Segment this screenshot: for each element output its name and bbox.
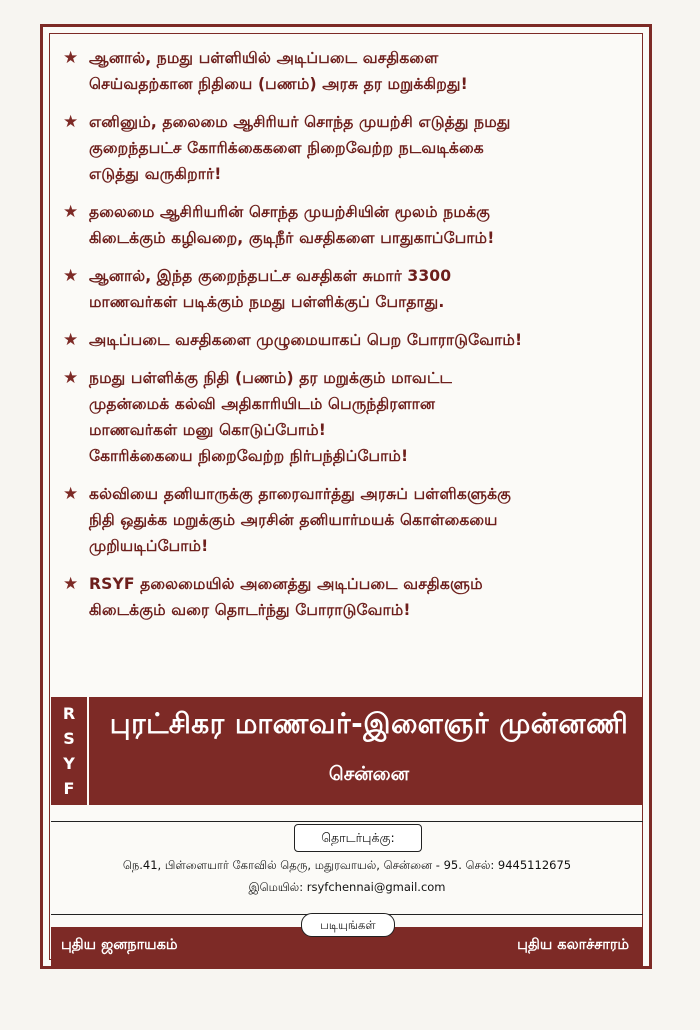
bullet-line: கிடைக்கும் கழிவறை, குடிநீர் வசதிகளை பாதுகாப்போம்! (89, 229, 495, 247)
bullet-text (89, 327, 522, 353)
bullet-text (89, 263, 451, 315)
bullet-text (89, 109, 511, 187)
star-icon: ★ (63, 48, 79, 68)
bullet-line: எடுத்து வருகிறார்! (89, 165, 222, 183)
bullet-list (63, 45, 638, 635)
bullet-line: கோரிக்கையை நிறைவேற்ற நிர்பந்திப்போம்! (89, 447, 409, 465)
bullet-item (63, 327, 638, 353)
side-letter: S (63, 728, 75, 748)
org-banner (51, 697, 643, 805)
bullet-item (63, 109, 638, 187)
contact-section (51, 821, 643, 915)
bullet-item (63, 45, 638, 97)
contact-address: நெ.41, பிள்ளையார் கோவில் தெரு, மதுரவாயல், சென்னை - 95. செல்: 9445112675 (122, 858, 572, 872)
footer-publication-right: புதிய கலாச்சாரம் (517, 937, 629, 953)
organization-city: சென்னை (328, 763, 410, 785)
bullet-line: அடிப்படை வசதிகளை முழுமையாகப் பெற போராடுவோம்! (89, 331, 523, 349)
bullet-line: மாணவர்கள் படிக்கும் நமது பள்ளிக்குப் போதாது. (89, 293, 445, 311)
side-letter: F (63, 778, 75, 798)
email-address[interactable]: rsyfchennai@gmail.com (306, 880, 446, 894)
star-icon: ★ (63, 266, 79, 286)
bullet-item (63, 481, 638, 559)
bullet-text (89, 199, 494, 251)
bullet-line: ஆனால், நமது பள்ளியில் அடிப்படை வசதிகளை (89, 49, 439, 67)
bullet-text (89, 45, 468, 97)
bullet-line: RSYF தலைமையில் அனைத்து அடிப்படை வசதிகளும் (89, 575, 483, 593)
bullet-item (63, 263, 638, 315)
pamphlet-frame (40, 24, 652, 969)
bullet-line: மாணவர்கள் மனு கொடுப்போம்! (89, 421, 327, 439)
organization-name: புரட்சிகர மாணவர்-இளைஞர் முன்னணி (109, 707, 629, 740)
star-icon: ★ (63, 202, 79, 222)
contact-title: தொடர்புக்கு: (294, 824, 422, 852)
side-letter: Y (63, 753, 75, 773)
star-icon: ★ (63, 574, 79, 594)
bullet-item (63, 571, 638, 623)
bullet-text (89, 571, 483, 623)
star-icon: ★ (63, 112, 79, 132)
bullet-line: கல்வியை தனியாருக்கு தாரைவார்த்து அரசுப் பள்ளிகளுக்கு (89, 485, 512, 503)
bullet-text (89, 365, 452, 469)
bullet-text (89, 481, 511, 559)
star-icon: ★ (63, 368, 79, 388)
rsyf-vertical-label (51, 697, 89, 805)
bullet-line: நிதி ஒதுக்க மறுக்கும் அரசின் தனியார்மயக் கொள்கையை (89, 511, 498, 529)
bullet-item (63, 365, 638, 469)
bullet-line: குறைந்தபட்ச கோரிக்கைகளை நிறைவேற்ற நடவடிக்கை (89, 139, 484, 157)
email-label: இமெயில்: (248, 880, 304, 894)
bullet-line: தலைமை ஆசிரியரின் சொந்த முயற்சியின் மூலம் நமக்கு (89, 203, 490, 221)
bullet-line: எனினும், தலைமை ஆசிரியர் சொந்த முயற்சி எடுத்து நமது (89, 113, 511, 131)
bullet-line: நமது பள்ளிக்கு நிதி (பணம்) தர மறுக்கும் மாவட்ட (89, 369, 452, 387)
bullet-line: முறியடிப்போம்! (89, 537, 209, 555)
footer-publication-left: புதிய ஜனநாயகம் (61, 937, 178, 953)
bullet-line: முதன்மைக் கல்வி அதிகாரியிடம் பெருந்திரளான (89, 395, 436, 413)
star-icon: ★ (63, 330, 79, 350)
bullet-line: கிடைக்கும் வரை தொடர்ந்து போராடுவோம்! (89, 601, 411, 619)
contact-email-line (51, 880, 643, 896)
side-letter: R (62, 703, 76, 723)
bullet-line: ஆனால், இந்த குறைந்தபட்ச வசதிகள் சுமார் 3300 (89, 267, 452, 285)
star-icon: ★ (63, 484, 79, 504)
read-label: படியுங்கள் (301, 913, 395, 937)
bullet-line: செய்வதற்கான நிதியை (பணம்) அரசு தர மறுக்கிறது! (89, 75, 468, 93)
bullet-item (63, 199, 638, 251)
